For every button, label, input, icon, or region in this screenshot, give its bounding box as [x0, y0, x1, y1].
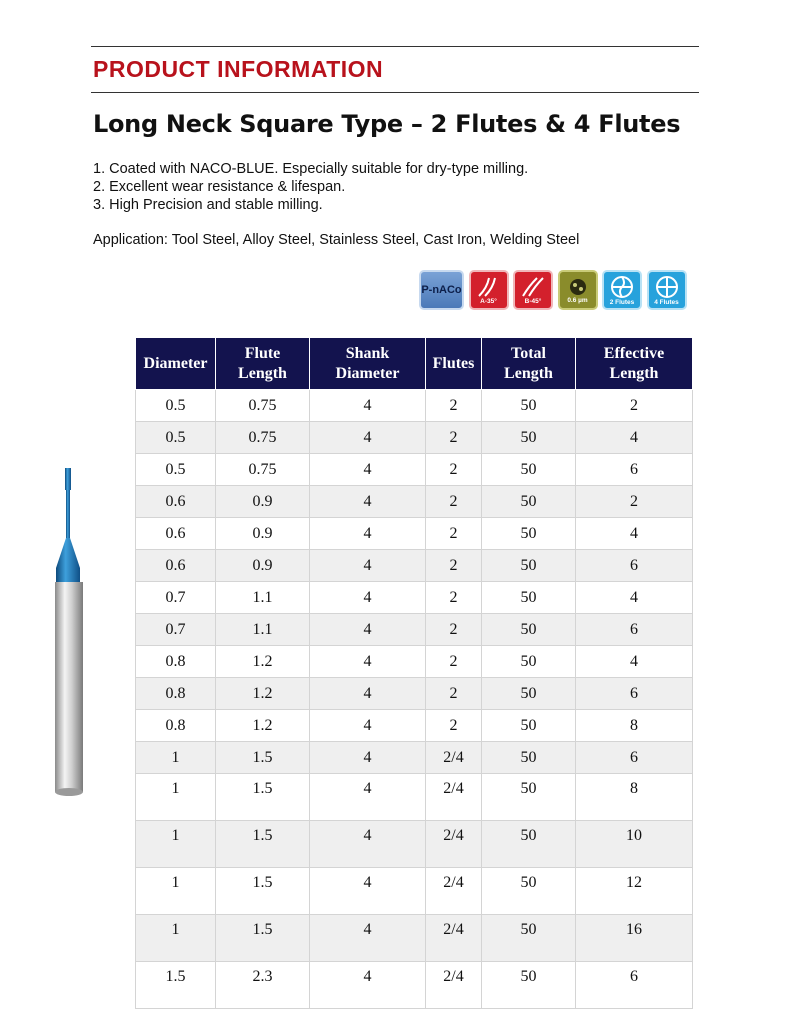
- table-cell: 0.9: [216, 518, 310, 550]
- table-cell: 50: [482, 774, 576, 821]
- badge-label: 2 Flutes: [609, 298, 635, 306]
- table-cell: 2/4: [426, 915, 482, 962]
- table-header-row: [136, 338, 693, 390]
- table-cell: 0.8: [136, 678, 216, 710]
- table-cell: 4: [310, 518, 426, 550]
- table-cell: 2/4: [426, 742, 482, 774]
- table-cell: 4: [310, 550, 426, 582]
- table-cell: 4: [576, 582, 693, 614]
- table-row: [136, 454, 693, 486]
- table-row: [136, 868, 693, 915]
- badge-label: P-nACo: [421, 284, 462, 296]
- table-row: [136, 678, 693, 710]
- table-cell: 50: [482, 710, 576, 742]
- table-cell: 2/4: [426, 868, 482, 915]
- table-row: [136, 422, 693, 454]
- table-cell: 2/4: [426, 774, 482, 821]
- table-cell: 4: [310, 646, 426, 678]
- table-cell: 10: [576, 821, 693, 868]
- table-cell: 50: [482, 868, 576, 915]
- flute-crosssection-icon: [608, 275, 636, 299]
- column-header: [216, 338, 310, 390]
- table-cell: 1: [136, 774, 216, 821]
- helix-lines-icon: [475, 276, 503, 298]
- table-cell: 2: [426, 678, 482, 710]
- table-row: [136, 962, 693, 1009]
- header-line: Diameter: [143, 354, 208, 372]
- table-cell: 1.1: [216, 582, 310, 614]
- table-cell: 1: [136, 742, 216, 774]
- application-text: Application: Tool Steel, Alloy Steel, Stainless Steel, Cast Iron, Welding Steel: [93, 232, 580, 248]
- column-header: [310, 338, 426, 390]
- table-cell: 16: [576, 915, 693, 962]
- table-cell: 0.5: [136, 454, 216, 486]
- section-header: PRODUCT INFORMATION: [93, 56, 384, 82]
- table-row: [136, 582, 693, 614]
- table-cell: 0.5: [136, 390, 216, 422]
- badge-label: 0.6 µm: [567, 296, 588, 304]
- product-title: Long Neck Square Type – 2 Flutes & 4 Flutes: [93, 110, 681, 138]
- top-rule: [91, 46, 699, 47]
- table-cell: 4: [310, 868, 426, 915]
- table-cell: 4: [576, 646, 693, 678]
- table-cell: 50: [482, 742, 576, 774]
- table-cell: 1.2: [216, 678, 310, 710]
- table-cell: 0.9: [216, 486, 310, 518]
- table-cell: 2: [426, 582, 482, 614]
- table-cell: 0.7: [136, 582, 216, 614]
- flute-2-icon: [602, 270, 642, 310]
- feature-item: 1. Coated with NACO-BLUE. Especially suitable for dry-type milling.: [93, 161, 529, 177]
- table-row: [136, 518, 693, 550]
- feature-list: [93, 160, 528, 214]
- table-cell: 2: [426, 422, 482, 454]
- table-cell: 12: [576, 868, 693, 915]
- table-row: [136, 486, 693, 518]
- table-cell: 50: [482, 646, 576, 678]
- table-cell: 6: [576, 962, 693, 1009]
- table-row: [136, 710, 693, 742]
- table-cell: 4: [310, 614, 426, 646]
- table-cell: 50: [482, 962, 576, 1009]
- table-cell: 2: [426, 710, 482, 742]
- table-cell: 0.75: [216, 454, 310, 486]
- table-cell: 4: [310, 582, 426, 614]
- table-cell: 4: [310, 915, 426, 962]
- table-cell: 4: [310, 390, 426, 422]
- grain-size-icon: [558, 270, 598, 310]
- table-cell: 2: [426, 614, 482, 646]
- coating-icon: [419, 270, 464, 310]
- table-cell: 4: [310, 454, 426, 486]
- table-cell: 4: [310, 710, 426, 742]
- table-cell: 2: [426, 390, 482, 422]
- table-cell: 0.75: [216, 390, 310, 422]
- column-header: [136, 338, 216, 390]
- helix-angle-icon: [469, 270, 509, 310]
- table-cell: 2/4: [426, 821, 482, 868]
- column-header: [576, 338, 693, 390]
- column-header: [426, 338, 482, 390]
- table-cell: 50: [482, 614, 576, 646]
- table-cell: 1.5: [216, 915, 310, 962]
- header-line: Length: [504, 364, 553, 382]
- table-cell: 1.2: [216, 646, 310, 678]
- table-cell: 1.5: [216, 742, 310, 774]
- badge-label: 4 Flutes: [654, 298, 679, 306]
- table-cell: 6: [576, 678, 693, 710]
- badge-row: [419, 270, 691, 310]
- table-cell: 4: [310, 821, 426, 868]
- table-row: [136, 742, 693, 774]
- header-line: Flutes: [432, 354, 475, 372]
- grain-icon: [564, 277, 592, 297]
- table-cell: 0.5: [136, 422, 216, 454]
- header-line: Length: [238, 364, 287, 382]
- table-cell: 4: [310, 742, 426, 774]
- table-cell: 4: [310, 774, 426, 821]
- table-cell: 4: [310, 486, 426, 518]
- table-cell: 4: [310, 422, 426, 454]
- table-cell: 1.5: [136, 962, 216, 1009]
- header-line: Length: [609, 364, 659, 382]
- table-cell: 0.75: [216, 422, 310, 454]
- column-header: [482, 338, 576, 390]
- flute-4-icon: [647, 270, 687, 310]
- header-line: Total: [511, 344, 546, 362]
- table-cell: 8: [576, 710, 693, 742]
- table-cell: 4: [576, 518, 693, 550]
- table-cell: 2: [426, 550, 482, 582]
- table-cell: 50: [482, 915, 576, 962]
- flute-crosssection-icon: [653, 275, 681, 299]
- helix-lines-icon: [519, 276, 547, 298]
- table-cell: 4: [310, 678, 426, 710]
- table-cell: 50: [482, 518, 576, 550]
- table-cell: 2: [576, 390, 693, 422]
- table-row: [136, 614, 693, 646]
- table-cell: 50: [482, 486, 576, 518]
- header-underline: [91, 92, 699, 93]
- table-cell: 50: [482, 678, 576, 710]
- table-cell: 8: [576, 774, 693, 821]
- table-cell: 4: [576, 422, 693, 454]
- header-line: Effective: [603, 344, 665, 362]
- badge-label: A-35°: [480, 297, 497, 305]
- header-line: Flute: [244, 344, 281, 362]
- table-row: [136, 550, 693, 582]
- table-cell: 0.6: [136, 486, 216, 518]
- table-row: [136, 390, 693, 422]
- table-cell: 1: [136, 821, 216, 868]
- end-mill-image: [50, 468, 90, 800]
- table-cell: 2: [426, 646, 482, 678]
- table-cell: 1: [136, 868, 216, 915]
- table-cell: 2/4: [426, 962, 482, 1009]
- feature-item: 3. High Precision and stable milling.: [93, 197, 323, 213]
- table-cell: 1.5: [216, 774, 310, 821]
- helix-angle-icon: [513, 270, 553, 310]
- table-cell: 50: [482, 821, 576, 868]
- table-cell: 50: [482, 390, 576, 422]
- table-cell: 0.7: [136, 614, 216, 646]
- table-cell: 4: [310, 962, 426, 1009]
- table-cell: 0.9: [216, 550, 310, 582]
- table-cell: 6: [576, 614, 693, 646]
- table-cell: 50: [482, 550, 576, 582]
- table-cell: 0.6: [136, 518, 216, 550]
- header-line: Diameter: [335, 364, 400, 382]
- table-cell: 1.5: [216, 821, 310, 868]
- table-cell: 0.8: [136, 710, 216, 742]
- table-cell: 2: [426, 454, 482, 486]
- spec-table: [135, 337, 693, 1009]
- feature-item: 2. Excellent wear resistance & lifespan.: [93, 179, 346, 195]
- table-cell: 50: [482, 454, 576, 486]
- header-line: Shank: [345, 344, 390, 362]
- table-row: [136, 915, 693, 962]
- table-cell: 6: [576, 454, 693, 486]
- table-row: [136, 646, 693, 678]
- table-cell: 50: [482, 582, 576, 614]
- table-cell: 2.3: [216, 962, 310, 1009]
- table-row: [136, 821, 693, 868]
- table-cell: 6: [576, 742, 693, 774]
- badge-label: B-45°: [524, 297, 542, 305]
- table-cell: 1.2: [216, 710, 310, 742]
- table-cell: 6: [576, 550, 693, 582]
- table-cell: 2: [426, 486, 482, 518]
- table-cell: 1.1: [216, 614, 310, 646]
- table-cell: 1: [136, 915, 216, 962]
- table-cell: 1.5: [216, 868, 310, 915]
- table-cell: 2: [426, 518, 482, 550]
- table-cell: 0.6: [136, 550, 216, 582]
- table-row: [136, 774, 693, 821]
- table-cell: 2: [576, 486, 693, 518]
- table-cell: 50: [482, 422, 576, 454]
- table-cell: 0.8: [136, 646, 216, 678]
